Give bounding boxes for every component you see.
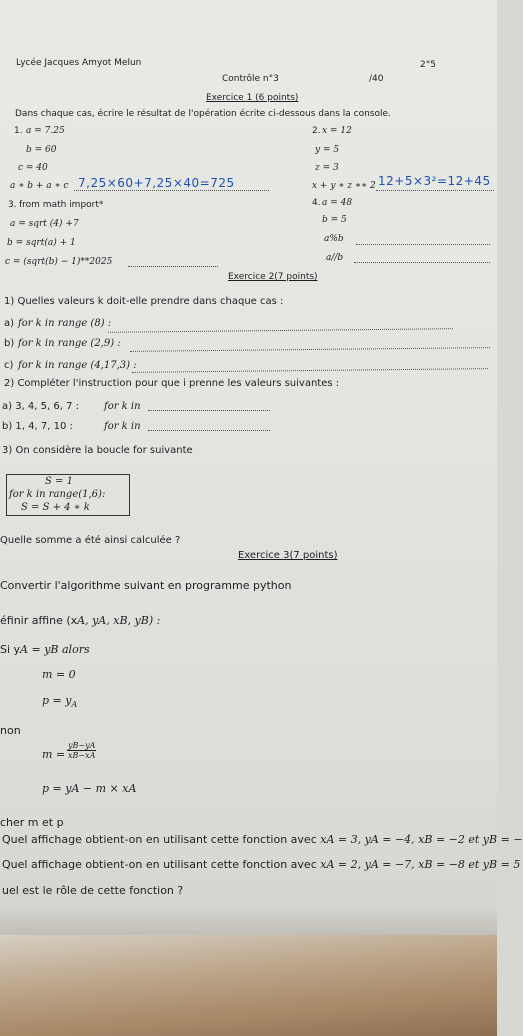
ex2-a-code: for k in range (8) : <box>18 318 112 329</box>
algo-def-params: A, yA, xB, yB) : <box>77 614 161 627</box>
ex3-q1-values: xA = 3, yA = −4, xB = −2 et yB = − <box>320 833 523 846</box>
ex2-a-label: a) <box>4 318 15 329</box>
q4-floordiv-answer-line <box>354 262 490 263</box>
q1-answer-line <box>74 190 269 191</box>
ex1-instruction: Dans chaque cas, écrire le résultat de l'opération écrite ci-dessous dans la console. <box>15 109 391 119</box>
ex2-q2: 2) Compléter l'instruction pour que i prenne les valeurs suivantes : <box>4 378 340 389</box>
algo-if-condition: A = yB alors <box>20 643 90 656</box>
ex2-c-label: c) <box>4 360 14 371</box>
ex3-q2 <box>2 858 520 871</box>
q2-line-y: y = 5 <box>315 145 340 155</box>
ex1-title: Exercice 1 (6 points) <box>206 93 299 103</box>
slope-denominator: xB−xA <box>68 751 96 760</box>
algo-m-eq: m = <box>42 748 66 761</box>
ex2-q3-question: Quelle somme a été ainsi calculée ? <box>0 535 181 546</box>
ex3-q3: uel est le rôle de cette fonction ? <box>2 884 184 897</box>
wooden-desk <box>0 935 497 1036</box>
score-box: /40 <box>369 74 384 84</box>
ex2-q2b-values: b) 1, 4, 7, 10 : <box>2 421 73 432</box>
q3-line-a: a = sqrt (4) +7 <box>10 219 79 229</box>
ex2-q2b-code: for k in <box>104 421 141 432</box>
algo-def-line <box>0 614 160 627</box>
q3-line-b: b = sqrt(a) + 1 <box>7 238 76 248</box>
ex3-q1-text: Quel affichage obtient-on en utilisant cette fonction avec <box>2 833 317 846</box>
code-line-2: for k in range(1,6): <box>9 489 106 500</box>
algo-return: cher m et p <box>0 816 64 829</box>
for-loop-code-box <box>6 474 130 516</box>
q4-mod-answer-line <box>356 244 490 245</box>
ex3-title: Exercice 3(7 points) <box>238 550 338 561</box>
ex2-q3: 3) On considère la boucle for suivante <box>2 445 193 456</box>
ex2-q2a-answer-line <box>148 410 270 411</box>
ex2-c-code: for k in range (4,17,3) : <box>18 360 137 371</box>
q3-num: 3. <box>8 200 17 210</box>
q1-expression: a ∗ b + a ∗ c <box>10 181 69 191</box>
q1-handwritten-answer: 7,25×60+7,25×40=725 <box>78 176 235 190</box>
q3-import: from math import* <box>19 200 104 210</box>
q2-expression: x + y ∗ z ∗∗ 2 <box>312 181 376 191</box>
ex2-b-label: b) <box>4 338 15 349</box>
q2-handwritten-answer: 12+5×3²=12+45 <box>378 174 491 188</box>
slope-numerator: yB−yA <box>68 741 96 750</box>
q4-mod: a%b <box>324 234 344 244</box>
algo-slope-fraction <box>67 741 96 760</box>
q2-answer-line <box>376 190 494 191</box>
ex3-intro: Convertir l'algorithme suivant en programme python <box>0 579 292 592</box>
q2-line-z: z = 3 <box>315 163 339 173</box>
q2-num: 2. <box>312 126 321 136</box>
q1-line-a: a = 7.25 <box>26 126 65 136</box>
q4-floordiv: a//b <box>326 253 344 263</box>
q3-line-c: c = (sqrt(b) − 1)**2025 <box>5 257 113 267</box>
ex2-q2a-code: for k in <box>104 401 141 412</box>
algo-p-ya <box>42 694 77 711</box>
class-label: 2°5 <box>420 60 436 70</box>
q2-line-x: x = 12 <box>322 126 352 136</box>
algo-else: non <box>0 724 21 737</box>
ex3-q1 <box>2 833 523 846</box>
exam-title: Contrôle n°3 <box>222 74 279 84</box>
ex2-q2b-answer-line <box>148 430 270 431</box>
algo-def-text: éfinir affine (x <box>0 614 78 627</box>
ex2-title: Exercice 2(7 points) <box>228 272 318 282</box>
q4-line-b: b = 5 <box>322 215 347 225</box>
ex3-q2-text: Quel affichage obtient-on en utilisant cette fonction avec <box>2 858 317 871</box>
ex2-b-code: for k in range (2,9) : <box>18 338 121 349</box>
algo-p-eq: p = yA − m × xA <box>42 782 137 795</box>
q1-line-c: c = 40 <box>18 163 48 173</box>
algo-p-ya-sub: A <box>71 700 78 710</box>
ex3-q2-values: xA = 2, yA = −7, xB = −8 et yB = 5 <box>320 858 521 871</box>
ex2-q1: 1) Quelles valeurs k doit-elle prendre dans chaque cas : <box>4 296 284 307</box>
code-line-3: S = S + 4 ∗ k <box>21 502 90 513</box>
code-line-1: S = 1 <box>45 476 73 487</box>
q4-line-a: a = 48 <box>322 198 353 208</box>
algo-m-zero: m = 0 <box>42 668 76 681</box>
q3-answer-line <box>128 266 218 267</box>
algo-if-text: Si y <box>0 643 21 656</box>
school-name: Lycée Jacques Amyot Melun <box>16 58 142 68</box>
algo-p-ya-text: p = y <box>42 694 72 707</box>
q1-num: 1. <box>14 126 23 136</box>
ex2-q2a-values: a) 3, 4, 5, 6, 7 : <box>2 401 79 412</box>
q4-num: 4. <box>312 198 321 208</box>
algo-if-line <box>0 643 90 656</box>
q1-line-b: b = 60 <box>26 145 57 155</box>
